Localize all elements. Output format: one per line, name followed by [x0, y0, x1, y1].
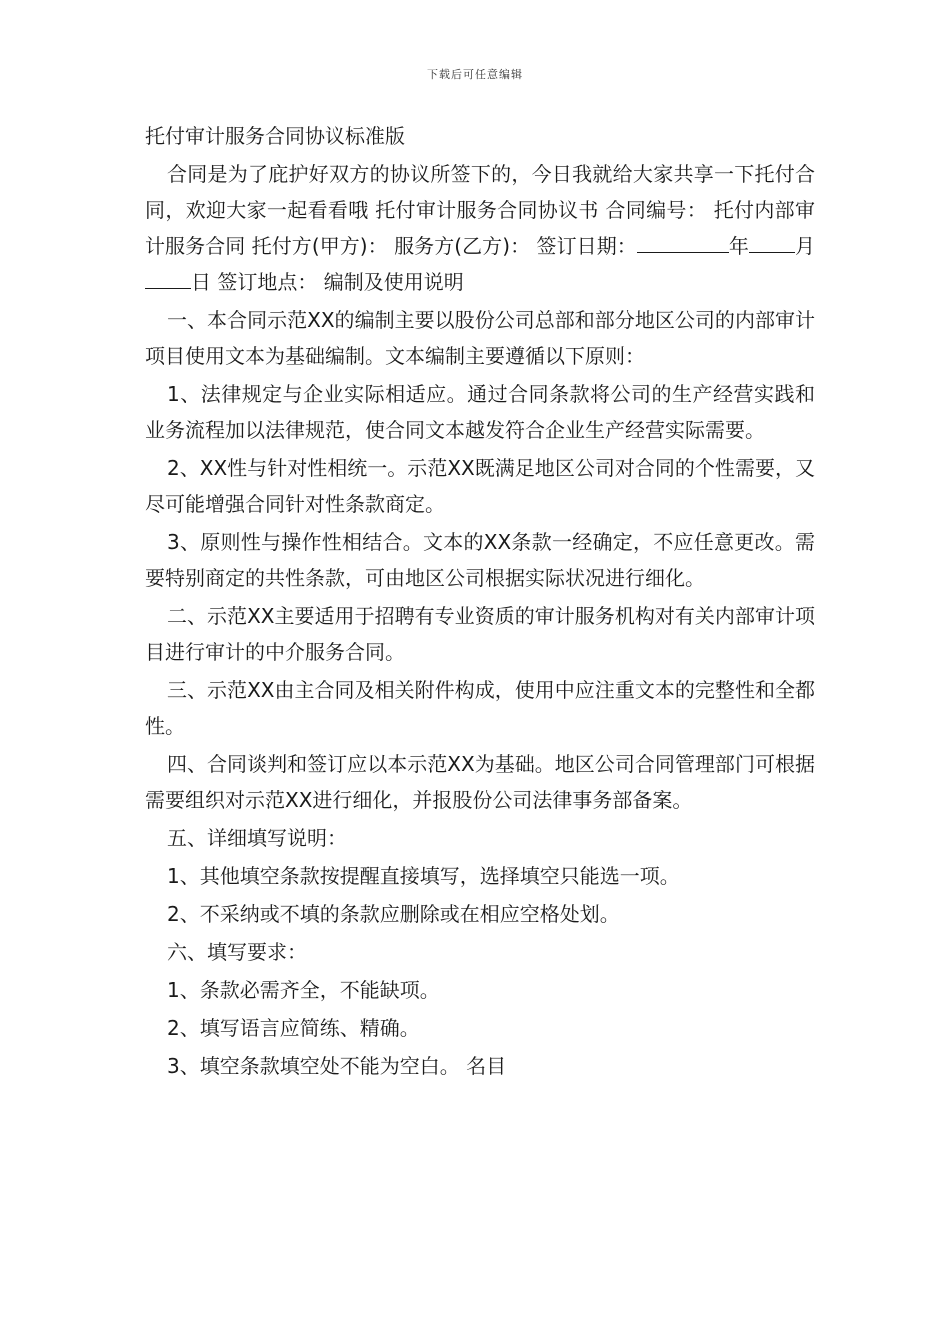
requirement-2: 2、填写语言应简练、精确。 — [167, 1016, 420, 1040]
intro-text: 合同是为了庇护好双方的协议所签下的，今日我就给大家共享一下托付合同，欢迎大家一起看看哦 托付审计服务合同协议书 合同编号： 托付内部审计服务合同 托付方(甲方)： 服务方(乙方)： 签订日期： — [145, 162, 815, 258]
section-1: 一、本合同示范XX的编制主要以股份公司总部和部分地区公司的内部审计项目使用文本为基础编制。文本编制主要遵循以下原则： — [145, 308, 815, 368]
section-5: 五、详细填写说明： — [167, 826, 347, 850]
principle-1: 1、法律规定与企业实际相适应。通过合同条款将公司的生产经营实践和业务流程加以法律规范，使合同文本越发符合企业生产经营实际需要。 — [145, 382, 815, 442]
page-header: 下载后可任意编辑 — [427, 68, 523, 81]
fill-instruction-2: 2、不采纳或不填的条款应删除或在相应空格处划。 — [167, 902, 620, 926]
section-2: 二、示范XX主要适用于招聘有专业资质的审计服务机构对有关内部审计项目进行审计的中介服务合同。 — [145, 604, 815, 664]
principle-2: 2、XX性与针对性相统一。示范XX既满足地区公司对合同的个性需要，又尽可能增强合同针对性条款商定。 — [145, 456, 815, 516]
section-6: 六、填写要求： — [167, 940, 307, 964]
section-4: 四、合同谈判和签订应以本示范XX为基础。地区公司合同管理部门可根据需要组织对示范XX进行细化，并报股份公司法律事务部备案。 — [145, 752, 815, 812]
date-day-blank — [145, 268, 191, 289]
day-label: 日 签订地点： 编制及使用说明 — [191, 270, 464, 294]
date-month-blank — [749, 232, 795, 253]
fill-instruction-1: 1、其他填空条款按提醒直接填写，选择填空只能选一项。 — [167, 864, 680, 888]
requirement-1: 1、条款必需齐全，不能缺项。 — [167, 978, 440, 1002]
section-3: 三、示范XX由主合同及相关附件构成，使用中应注重文本的完整性和全都性。 — [145, 678, 815, 738]
requirement-3: 3、填空条款填空处不能为空白。 名目 — [167, 1054, 507, 1078]
year-label: 年 — [728, 234, 749, 258]
principle-3: 3、原则性与操作性相结合。文本的XX条款一经确定，不应任意更改。需要特别商定的共性条款，可由地区公司根据实际状况进行细化。 — [145, 530, 815, 590]
document-title: 托付审计服务合同协议标准版 — [145, 124, 405, 148]
document-body — [145, 118, 815, 1086]
month-label: 月 — [794, 234, 815, 258]
intro-paragraph — [145, 156, 815, 300]
date-year-blank — [637, 232, 729, 253]
